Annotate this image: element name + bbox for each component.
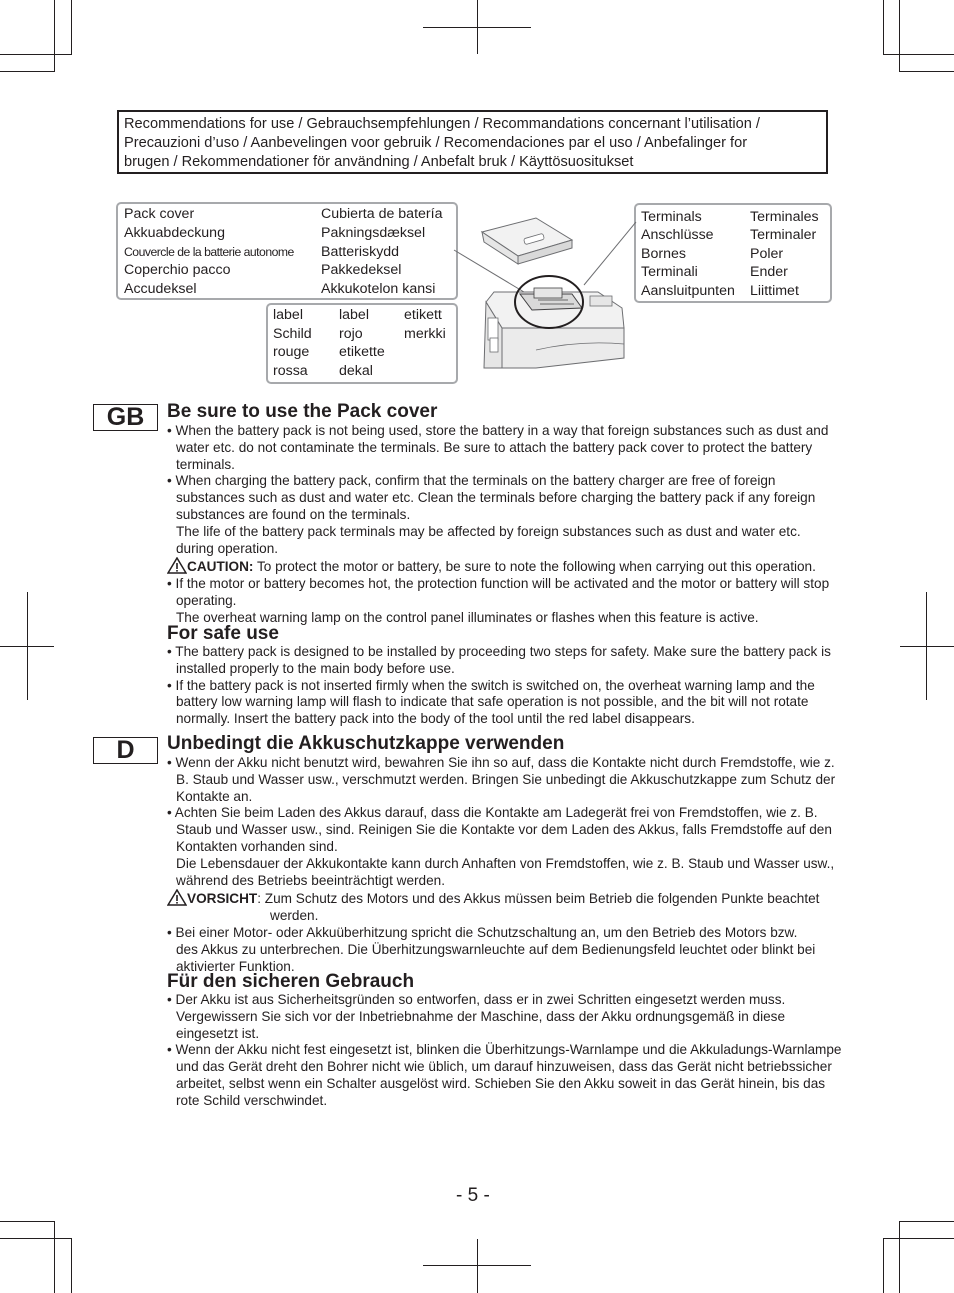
text-line: während des Betriebs beeinträchtigt werden. <box>176 872 446 888</box>
text-line: Kontakte an. <box>176 788 253 804</box>
text-line: • When charging the battery pack, confirm that the terminals on the battery charger are free of foreign <box>167 473 776 489</box>
text-line: installed properly to the main body before use. <box>176 660 455 676</box>
caution-text: : Zum Schutz des Motors und des Akkus müssen beim Betrieb die folgenden Punkte beachtet <box>257 891 820 907</box>
label-term: merkki <box>404 326 446 342</box>
label-term: rojo <box>339 326 363 342</box>
label-term: label <box>339 307 369 323</box>
label-term: rossa <box>273 363 308 379</box>
pack-cover-term: Pakkedeksel <box>321 262 402 278</box>
battery-pack-illustration <box>450 210 640 370</box>
terminals-term: Aansluitpunten <box>641 283 735 299</box>
label-term: dekal <box>339 363 373 379</box>
page-number: - 5 - <box>456 1185 490 1206</box>
text-line: • If the motor or battery becomes hot, the protection function will be activated and the motor or battery will stop <box>167 576 830 592</box>
text-line: und das Gerät dreht den Bohrer nicht wie üblich, um darauf hinzuweisen, dass das Gerät nicht betriebssicher <box>176 1059 832 1075</box>
gb-safe-use-text <box>167 644 867 728</box>
text-line: Kontakten vorhanden sind. <box>176 838 338 854</box>
text-line: B. Staub und Wasser usw., verschmutzt werden. Bringen Sie unbedingt die Akkuschutzkappe zum Schutz der <box>176 771 836 787</box>
text-line: • The battery pack is designed to be installed by proceeding two steps for safety. Make sure the battery pack is <box>167 644 831 659</box>
text-line: Vergewissern Sie sich vor der Inbetriebnahme der Maschine, dass der Akku ordnungsgemäß in diese <box>176 1008 786 1024</box>
label-term: etikette <box>339 344 385 360</box>
recommendations-box <box>117 110 828 174</box>
text-line: • Wenn der Akku nicht benutzt wird, bewahren Sie ihn so auf, dass die Kontakte nicht durch Fremdstoffe, wie z. <box>167 755 835 770</box>
text-line: • Achten Sie beim Laden des Akkus darauf, dass die Kontakte am Ladegerät frei von Fremdstoffen, wie z. B. <box>167 805 818 821</box>
text-line: The life of the battery pack terminals may be affected by foreign substances such as dust and water etc. <box>176 523 801 539</box>
text-line: normally. Insert the battery pack into the body of the tool until the red label disappears. <box>176 711 695 727</box>
pack-cover-label-box <box>116 202 458 300</box>
terminals-term: Terminals <box>641 209 702 225</box>
label-term: rouge <box>273 344 310 360</box>
text-line: arbeitet, selbst wenn ein Schalter ausgelöst wird. Schieben Sie den Akku soweit in das Gerät hinein, bis das <box>176 1075 826 1091</box>
caution-label: VORSICHT <box>187 891 258 907</box>
lang-tag-d: D <box>93 737 158 764</box>
text-line: operating. <box>176 592 237 608</box>
terminals-term: Bornes <box>641 246 686 262</box>
battery-body-shape <box>484 276 624 368</box>
pack-cover-term: Couvercle de la batterie autonome <box>124 245 294 259</box>
pack-cover-term: Cubierta de batería <box>321 206 443 222</box>
terminals-label-box <box>634 203 832 303</box>
terminals-term: Terminali <box>641 264 698 280</box>
warning-triangle-icon <box>167 889 187 906</box>
pack-cover-term: Coperchio pacco <box>124 262 231 278</box>
pack-cover-shape <box>482 218 572 264</box>
gb-caution-line <box>167 557 867 576</box>
text-line: aktivierter Funktion. <box>176 958 295 974</box>
terminals-term: Anschlüsse <box>641 227 714 243</box>
pack-cover-term: Akkukotelon kansi <box>321 281 436 297</box>
text-line: terminals. <box>176 456 235 472</box>
terminals-term: Terminaler <box>750 227 817 243</box>
pack-cover-term: Accudeksel <box>124 281 197 297</box>
text-line: • Bei einer Motor- oder Akkuüberhitzung spricht die Schutzschaltung an, um den Betrieb des Motors bzw. <box>167 924 798 940</box>
terminals-term: Liittimet <box>750 283 799 299</box>
d-heading-sicherer-gebrauch: Für den sicheren Gebrauch <box>167 971 415 992</box>
text-line: water etc. do not contaminate the terminals. Be sure to attach the battery pack cover to protect the battery <box>176 439 813 455</box>
label-term-box <box>266 303 458 384</box>
pack-cover-term: Akkuabdeckung <box>124 225 225 241</box>
gb-heading-pack-cover: Be sure to use the Pack cover <box>167 401 438 422</box>
text-line: eingesetzt ist. <box>176 1025 260 1041</box>
text-line: substances are found on the terminals. <box>176 506 411 522</box>
pack-cover-term: Pack cover <box>124 206 195 222</box>
text-line: Die Lebensdauer der Akkukontakte kann durch Anhaften von Fremdstoffen, wie z. B. Staub und Wasser usw., <box>176 855 835 871</box>
caution-text: To protect the motor or battery, be sure to note the following when carrying out this operation. <box>253 559 816 575</box>
recommendations-line: brugen / Rekommendationer för användning / Anbefalt bruk / Käyttösuositukset <box>124 154 634 170</box>
text-line: during operation. <box>176 540 279 556</box>
label-term: label <box>273 307 303 323</box>
text-line: Staub und Wasser usw., sind. Reinigen Sie die Kontakte vor dem Laden des Akkus, falls Fremdstoffe auf den <box>176 822 832 838</box>
d-heading-akkuschutzkappe: Unbedingt die Akkuschutzkappe verwenden <box>167 733 565 754</box>
label-term: Schild <box>273 326 312 342</box>
pack-cover-term: Batteriskydd <box>321 244 400 260</box>
pack-cover-term: Pakningsdæksel <box>321 225 426 241</box>
terminals-term: Poler <box>750 246 784 262</box>
text-line: • Wenn der Akku nicht fest eingesetzt ist, blinken die Überhitzungs-Warnlampe und die Akkuladungs-Warnlampe <box>167 1042 842 1058</box>
text-line: substances such as dust and water etc. Clean the terminals before charging the battery pack if any foreign <box>176 490 816 506</box>
text-line: rote Schild verschwindet. <box>176 1092 328 1108</box>
d-sicherer-gebrauch-text <box>167 992 867 1110</box>
text-line: battery low warning lamp will flash to indicate that safe operation is not possible, and the bit will not rotate <box>176 694 809 710</box>
text-line: • When the battery pack is not being used, store the battery in a way that foreign substances such as dust and <box>167 423 829 438</box>
text-line: • If the battery pack is not inserted firmly when the switch is switched on, the overheat warning lamp and the <box>167 677 815 693</box>
caution-label: CAUTION: <box>187 559 254 575</box>
text-line: des Akkus zu unterbrechen. Die Überhitzungswarnleuchte auf dem Bedienungsfeld leuchtet oder blinkt bei <box>176 941 816 957</box>
d-caution-line <box>167 889 867 908</box>
terminals-term: Ender <box>750 264 788 280</box>
warning-triangle-icon <box>167 557 187 574</box>
text-line: The overheat warning lamp on the control panel illuminates or flashes when this feature is active. <box>176 609 759 625</box>
label-term: etikett <box>404 307 442 323</box>
gb-heading-safe-use: For safe use <box>167 623 279 644</box>
d-akkuschutzkappe-text <box>167 755 867 975</box>
recommendations-line: Recommendations for use / Gebrauchsempfehlungen / Recommandations concernant l’utilisation / <box>124 116 760 132</box>
text-line: werden. <box>270 908 319 924</box>
gb-pack-cover-text <box>167 423 867 627</box>
lang-tag-gb: GB <box>93 404 158 431</box>
terminals-term: Terminales <box>750 209 819 225</box>
recommendations-line: Precauzioni d’uso / Aanbevelingen voor gebruik / Recomendaciones par el uso / Anbefalinger for <box>124 135 748 151</box>
text-line: • Der Akku ist aus Sicherheitsgründen so entworfen, dass er in zwei Schritten eingesetzt werden muss. <box>167 992 786 1007</box>
